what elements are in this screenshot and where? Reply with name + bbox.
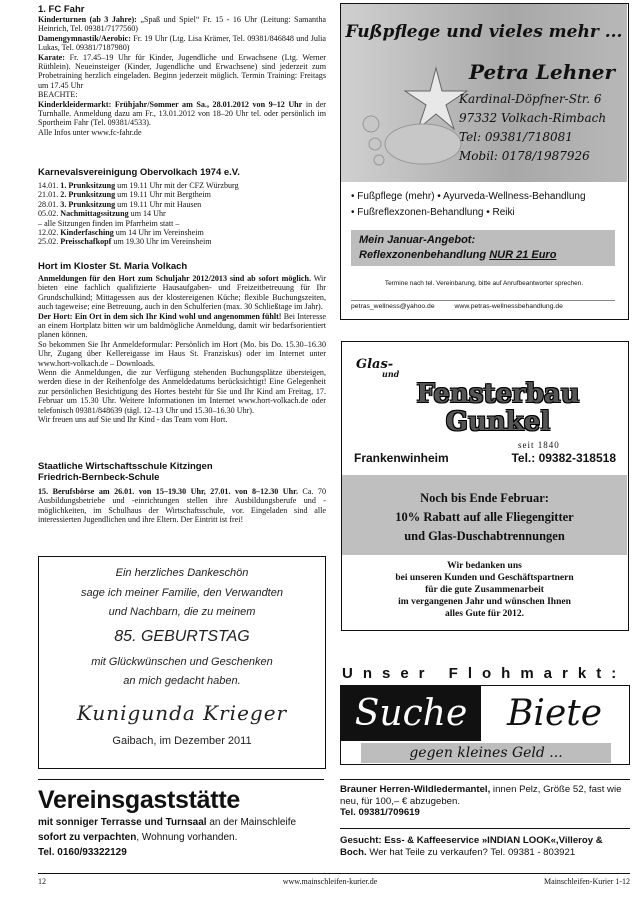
verein-line: sofort zu verpachten, Wohnung vorhanden. [38, 832, 238, 843]
footer-rule [38, 873, 630, 874]
karneval-row: 12.02. Kinderfasching um 14 Uhr im Vereinsheim [38, 228, 204, 238]
gunkel-offer: Noch bis Ende Februar: 10% Rabatt auf alle Fliegengitter und Glas-Duschabtrennungen [342, 475, 627, 555]
fusspflege-web: www.petras-wellnessbehandlung.de [454, 303, 563, 310]
flohmarkt-suche: Suche [341, 686, 481, 741]
fc-fahr-section [38, 4, 326, 137]
fc-fahr-kinderturnen: Kinderturnen (ab 3 Jahre): „Spaß und Spiel“ Fr. 15 - 16 Uhr (Leitung: Samantha Heinrich, Tel. 09381/7177560) [38, 15, 326, 34]
gunkel-glas: Glas- [356, 357, 394, 372]
dank-line: und Nachbarn, die zu meinem [108, 606, 256, 618]
classified-rule [340, 828, 630, 829]
fusspflege-services: • Fußpflege (mehr) • Ayurveda-Wellness-Behandlung • Fußreflexzonen-Behandlung • Reiki [351, 191, 586, 218]
footer-issue: Mainschleifen-Kurier 1-12 [544, 877, 630, 886]
vereinsgaststaette-ad [38, 786, 328, 860]
wirtschaftsschule-subheading: Friedrich-Bernbeck-Schule [38, 472, 160, 483]
classified-rule [340, 779, 630, 780]
hort-formular: So bekommen Sie Ihr Anmeldeformular: Persönlich im Hort (Mo. bis Do. 15.30–16.30 Uhr, Zugang über Kellereigasse im Haus St. Franziskus) oder im Internet unter www.hort-volkach.de – Downloads. [38, 339, 326, 368]
fc-fahr-beachte: BEACHTE: [38, 90, 78, 100]
hort-anmeldung: Anmeldungen für den Hort zum Schuljahr 2012/2013 sind ab sofort möglich. Wir bieten eine fachlich qualifizierte Hausaufgaben- und Freizeitbetreuung für Ihr Grundschulkind; Mittagessen aus der klostereigenen Küche; flexible Buchungszeiten, auch tageweise; eine Betreuung, auch in den Schulferien (max. 30 Schließtage im Jahr). [38, 274, 326, 312]
classified-mantel: Brauner Herren-Wildledermantel, innen Pelz, Größe 52, fast wie neu, für 100,– € abzugeben. Tel. 09381/709619 [340, 784, 622, 818]
karneval-row: 14.01. 1. Prunksitzung um 19.11 Uhr mit der CFZ Würzburg [38, 181, 239, 190]
verein-line: mit sonniger Terrasse und Turnsaal an der Mainschleife [38, 817, 297, 828]
gunkel-thanks: Wir bedanken uns bei unseren Kunden und Geschäftspartnern für die gute Zusammenarbeit im vergangenen Jahr und wünschen Ihnen alles Gute für 2012. [395, 561, 574, 619]
classified-indian-look: Gesucht: Ess- & Kaffeeservice »INDIAN LOOK«,Villeroy & Boch. Wer hat Teile zu verkaufen? Tel. 09381 - 803921 [340, 835, 603, 858]
footer-url: www.mainschleifen-kurier.de [282, 877, 378, 886]
fusspflege-name: Petra Lehner [469, 60, 616, 84]
dank-place-date: Gaibach, im Dezember 2011 [112, 735, 252, 747]
karneval-row: 05.02. Nachmittagssitzung um 14 Uhr [38, 209, 166, 219]
fusspflege-address: Kardinal-Döpfner-Str. 6 97332 Volkach-Rimbach Tel: 09381/718081 Mobil: 0178/1987926 [459, 92, 607, 163]
fusspflege-ad [340, 3, 629, 320]
flohmarkt-biete: Biete [506, 693, 603, 734]
footprint-icon [353, 94, 463, 174]
wirtschaftsschule-heading: Staatliche Wirtschaftsschule Kitzingen [38, 461, 213, 472]
dank-line: sage ich meiner Familie, den Verwandten [81, 587, 283, 599]
fusspflege-headline: Fußpflege und vieles mehr ... [345, 22, 623, 42]
wirtschaftsschule-section [38, 461, 326, 525]
gunkel-seit: seit 1840 [518, 440, 560, 450]
dankeschoen-ad [38, 556, 326, 769]
hort-heading: Hort im Kloster St. Maria Volkach [38, 261, 188, 272]
gunkel-ad [341, 341, 629, 631]
berufsboerse-text: 15. Berufsbörse am 26.01. von 15–19.30 Uhr, 27.01. von 8–12.30 Uhr. Ca. 70 Ausbildungsbetriebe und -einrichtungen stellen ihre Ausbildungsberufe und -möglichkeiten, im Schulhaus der Wirtschaftsschule, vor. Eingeladen sind alle interessierten Jugendlichen und ihre Eltern. Der Eintritt ist frei! [38, 487, 326, 525]
gunkel-und: und [382, 369, 400, 379]
karneval-row: 21.01. 2. Prunksitzung um 19.11 Uhr mit Bergtheim [38, 190, 211, 200]
fusspflege-note: Termine nach tel. Vereinbarung, bitte auf Anrufbeantworter sprechen. [384, 280, 584, 287]
gunkel-logo: Fensterbau Gunkel [416, 379, 580, 437]
dank-geburtstag: 85. GEBURTSTAG [114, 628, 250, 645]
verein-title: Vereinsgaststätte [38, 786, 240, 814]
karneval-row: – alle Sitzungen finden im Pfarrheim statt – [38, 218, 180, 228]
fc-fahr-kleidermarkt: Kinderkleidermarkt: Frühjahr/Sommer am Sa., 28.01.2012 von 9–12 Uhr in der Turnhalle. Anmeldung dazu am Fr., 13.01.2012 von 18–20 Uhr tel. oder persönlich im Sportheim Fahr (Tel. 09381/4533). [38, 99, 326, 128]
flohmarkt-banner [340, 685, 630, 765]
hort-team: Wir freuen uns auf Sie und Ihr Kind - das Team vom Hort. [38, 415, 228, 425]
fc-fahr-heading: 1. FC Fahr [38, 4, 85, 15]
dank-line: mit Glückwünschen und Geschenken [91, 656, 273, 668]
gunkel-contact: Frankenwinheim Tel.: 09382-318518 [354, 451, 616, 465]
fusspflege-offer: Mein Januar-Angebot: Reflexzonenbehandlung NUR 21 Euro [351, 230, 615, 266]
footer-page-number: 12 [38, 877, 46, 886]
hort-section [38, 261, 326, 425]
fc-fahr-infos: Alle Infos unter www.fc-fahr.de [38, 127, 142, 137]
verein-top-rule [38, 779, 324, 780]
dank-signature: Kunigunda Krieger [76, 701, 288, 725]
flohmarkt-header: Unser Flohmarkt: [342, 665, 627, 682]
karneval-row: 28.01. 3. Prunksitzung um 19.11 Uhr mit Hausen [38, 199, 202, 209]
karneval-section [38, 167, 326, 247]
fusspflege-email: petras_wellness@yahoo.de [351, 303, 435, 310]
verein-phone: Tel. 0160/93322129 [38, 847, 127, 858]
karneval-list [38, 181, 326, 247]
karneval-heading: Karnevalsvereinigung Obervolkach 1974 e.V. [38, 167, 240, 178]
karneval-row: 25.02. Preisschafkopf um 19.30 Uhr im Vereinsheim [38, 237, 212, 247]
dank-line: an mich gedacht haben. [123, 675, 241, 687]
fc-fahr-damengymnastik: Damengymnastik/Aerobic: Fr. 19 Uhr (Ltg. Lisa Krämer, Tel. 09381/846848 und Julia Lukas, Tel. 09381/7187980) [38, 33, 326, 53]
dank-line: Ein herzliches Dankeschön [115, 567, 249, 579]
fusspflege-contacts [351, 300, 615, 310]
hort-besichtigung: Wenn die Anmeldungen, die zur Verfügung stehenden Buchungsplätze übersteigen, werden diese in der Reihenfolge des Anmeldedatums berücksichtigt! Eine Gelegenheit zur persönlichen Besichtigung des Hortes besteht für Sie und Ihr Kind am Freitag, 17. Februar um 15.30 Uhr. Weitere Informationen im Internet www.hort-volkach.de oder telefonisch 09381/848639 (tägl. 12–13 Uhr und 15.30–16.30 Uhr). [38, 368, 326, 415]
fc-fahr-karate: Karate: Fr. 17.45–19 Uhr für Kinder, Jugendliche und Erwachsene (Ltg. Werner Rüthlein). Neueinsteiger (Kinder, Jugendliche und Erwachsene) sind jederzeit zum Probetraining herzlich eingeladen. Beginn jederzeit möglich. Termin Training: Freitags um 17.45 Uhr [38, 52, 326, 90]
flohmarkt-sub: gegen kleines Geld ... [361, 743, 611, 763]
hort-ort: Der Hort: Ein Ort in dem sich Ihr Kind wohl und angenommen fühlt! Bei Interesse an einem Hortplatz bitten wir um baldmögliche Anmeldung, damit wir bedarfsorientiert planen können. [38, 311, 326, 340]
